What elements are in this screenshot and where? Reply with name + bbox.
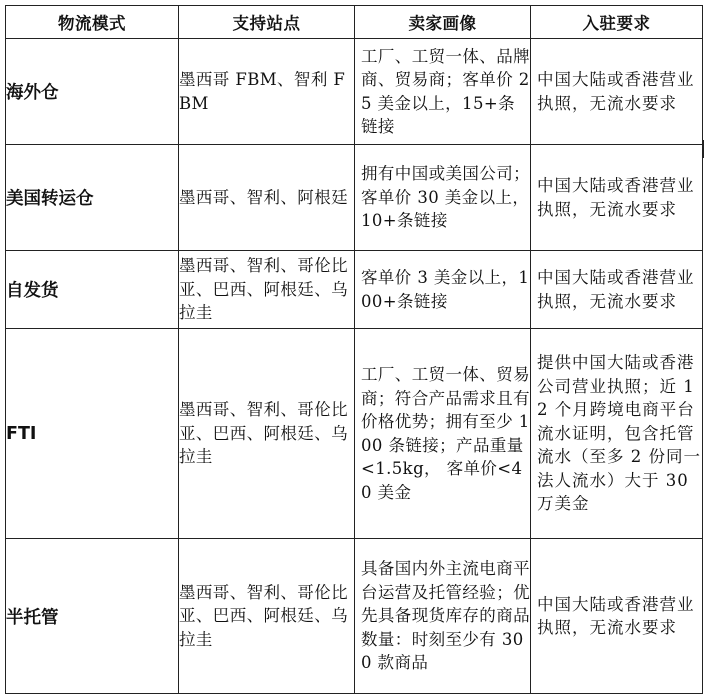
requirement-cell: 中国大陆或香港营业执照，无流水要求 [531, 145, 703, 251]
mode-cell: FTI [6, 329, 179, 539]
sites-cell: 墨西哥、智利、哥伦比亚、巴西、阿根廷、乌拉圭 [179, 539, 355, 694]
seller-profile-cell: 客单价 3 美金以上，100+条链接 [355, 251, 531, 329]
logistics-mode-table [5, 5, 703, 694]
requirement-cell: 中国大陆或香港营业执照，无流水要求 [531, 539, 703, 694]
mode-cell: 自发货 [6, 251, 179, 329]
table-row [6, 329, 703, 539]
text-cursor [703, 140, 704, 158]
table-row [6, 251, 703, 329]
header-supported-sites: 支持站点 [179, 6, 355, 39]
table-row [6, 39, 703, 145]
requirement-cell: 中国大陆或香港营业执照，无流水要求 [531, 39, 703, 145]
mode-cell: 美国转运仓 [6, 145, 179, 251]
sites-cell: 墨西哥、智利、阿根廷 [179, 145, 355, 251]
seller-profile-cell: 工厂、工贸一体、贸易商；符合产品需求且有价格优势；拥有至少 100 条链接；产品重量<1.5kg， 客单价<40 美金 [355, 329, 531, 539]
table-row [6, 539, 703, 694]
requirement-cell: 中国大陆或香港营业执照，无流水要求 [531, 251, 703, 329]
mode-cell: 海外仓 [6, 39, 179, 145]
header-row [6, 6, 703, 39]
seller-profile-cell: 具备国内外主流电商平台运营及托管经验；优先具备现货库存的商品数量：时刻至少有 300 款商品 [355, 539, 531, 694]
seller-profile-cell: 工厂、工贸一体、品牌商、贸易商；客单价 25 美金以上，15+条链接 [355, 39, 531, 145]
requirement-cell: 提供中国大陆或香港公司营业执照；近 12 个月跨境电商平台流水证明，包含托管流水（至多 2 份同一法人流水）大于 30 万美金 [531, 329, 703, 539]
sites-cell: 墨西哥 FBM、智利 FBM [179, 39, 355, 145]
sites-cell: 墨西哥、智利、哥伦比亚、巴西、阿根廷、乌拉圭 [179, 329, 355, 539]
header-seller-profile: 卖家画像 [355, 6, 531, 39]
mode-cell: 半托管 [6, 539, 179, 694]
sites-cell: 墨西哥、智利、哥伦比亚、巴西、阿根廷、乌拉圭 [179, 251, 355, 329]
header-entry-requirements: 入驻要求 [531, 6, 703, 39]
seller-profile-cell: 拥有中国或美国公司；客单价 30 美金以上，10+条链接 [355, 145, 531, 251]
header-logistics-mode: 物流模式 [6, 6, 179, 39]
table-row [6, 145, 703, 251]
